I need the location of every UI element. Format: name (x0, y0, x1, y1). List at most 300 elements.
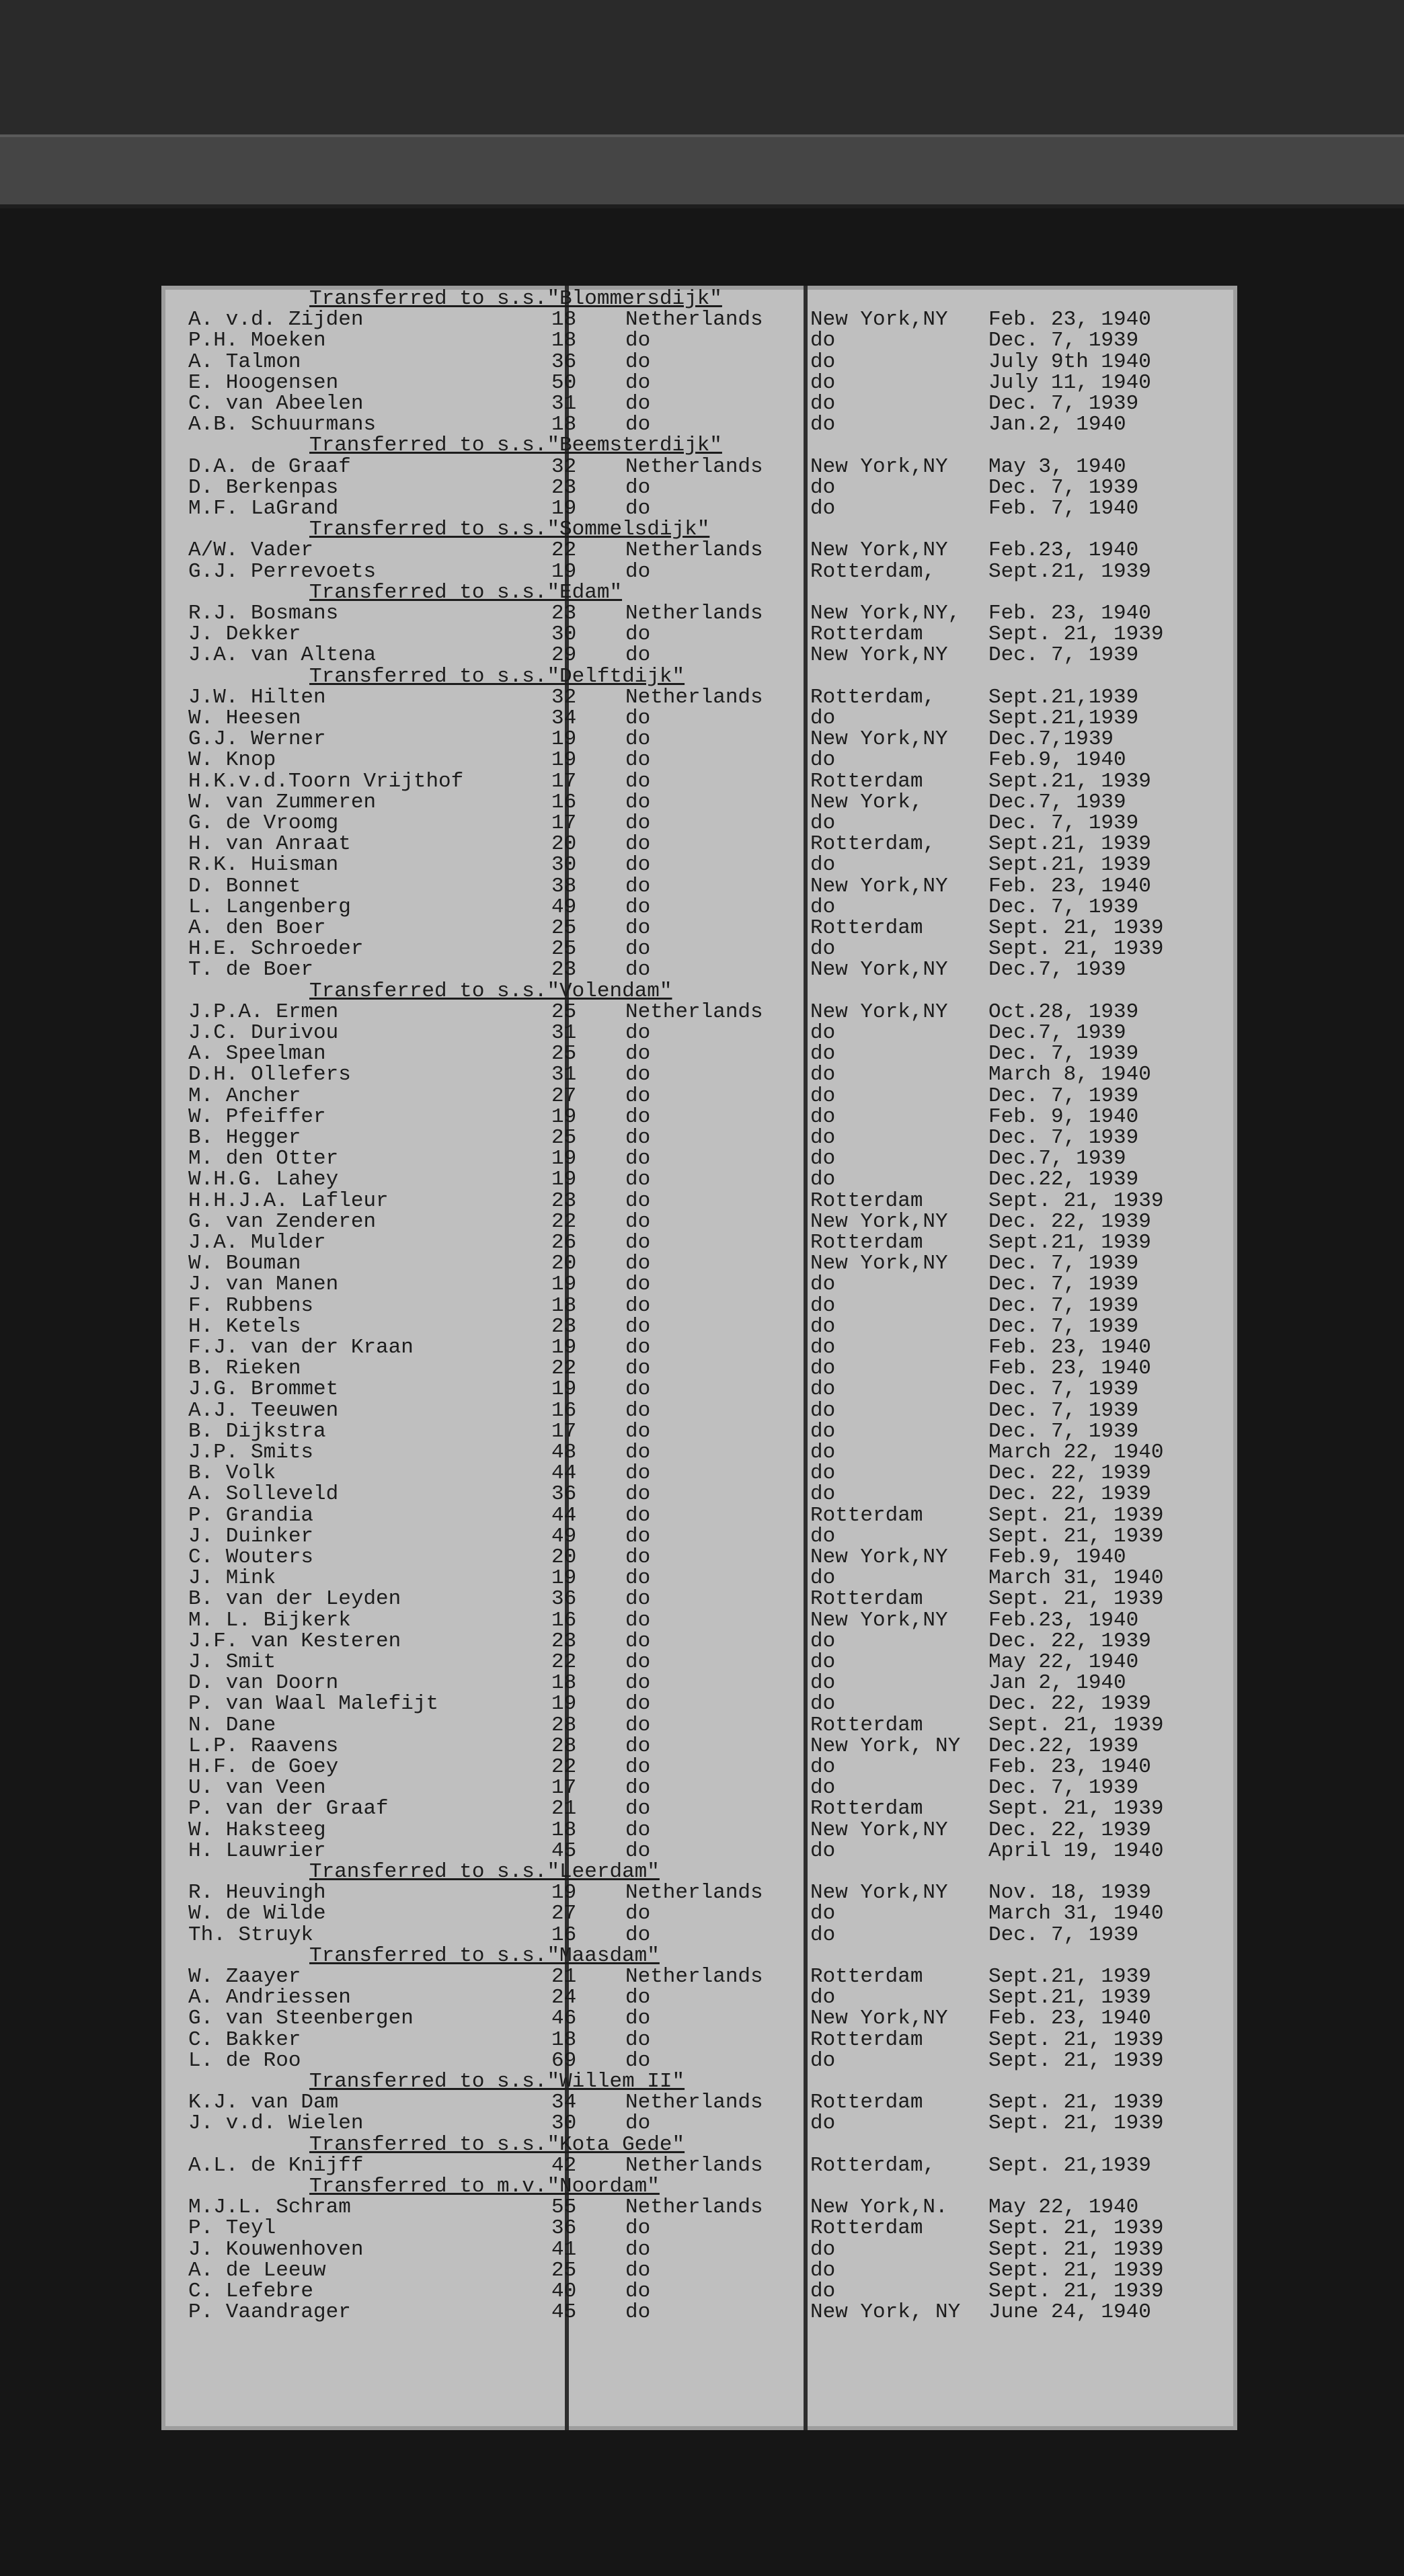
crew-row (161, 2302, 1237, 2323)
crew-nationality: do (625, 392, 651, 415)
crew-date: March 31, 1940 (988, 1902, 1164, 1926)
crew-name: A/W. Vader (188, 538, 314, 563)
crew-nationality: do (625, 1524, 651, 1548)
crew-date: May 22, 1940 (988, 1650, 1139, 1674)
crew-nationality: do (625, 1545, 651, 1569)
crew-name: W.H.G. Lahey (188, 1168, 339, 1192)
crew-age: 27 (551, 1902, 577, 1926)
crew-row (161, 1547, 1237, 1568)
crew-name: A.J. Teeuwen (188, 1398, 339, 1422)
crew-port: New York,NY (810, 958, 948, 982)
crew-date: Sept. 21, 1939 (988, 1797, 1164, 1821)
crew-name: B. Hegger (188, 1126, 301, 1150)
crew-date: Dec. 7, 1939 (988, 1776, 1139, 1800)
crew-row (161, 372, 1237, 393)
crew-nationality: Netherlands (625, 454, 763, 479)
crew-date: Dec.7, 1939 (988, 1021, 1126, 1045)
crew-age: 55 (551, 2196, 577, 2220)
crew-age: 24 (551, 1986, 577, 2010)
crew-name: D.A. de Graaf (188, 454, 351, 479)
crew-age: 18 (551, 413, 577, 437)
crew-row (161, 1043, 1237, 1064)
crew-row (161, 352, 1237, 372)
crew-port: do (810, 1273, 836, 1297)
crew-row (161, 1253, 1237, 1274)
crew-date: Dec.7, 1939 (988, 790, 1126, 814)
crew-port: do (810, 1923, 836, 1947)
crew-port: do (810, 1084, 836, 1108)
crew-row (161, 1316, 1237, 1337)
crew-nationality: do (625, 2048, 651, 2072)
crew-port: do (810, 1524, 836, 1548)
crew-row (161, 854, 1237, 875)
crew-date: Dec. 7, 1939 (988, 1419, 1139, 1443)
crew-age: 21 (551, 1965, 577, 1988)
crew-date: Feb. 23, 1940 (988, 602, 1151, 625)
crew-date: Sept. 21, 1939 (988, 1524, 1164, 1548)
crew-age: 18 (551, 329, 577, 353)
crew-port: do (810, 937, 836, 961)
crew-port: Rotterdam (810, 1797, 923, 1821)
crew-row (161, 1086, 1237, 1106)
crew-age: 23 (551, 1189, 577, 1213)
crew-port: Rotterdam (810, 2216, 923, 2241)
crew-name: A. Talmon (188, 350, 301, 374)
crew-port: do (810, 370, 836, 395)
crew-date: Sept. 21, 1939 (988, 2091, 1164, 2115)
crew-nationality: do (625, 1063, 651, 1087)
crew-age: 30 (551, 2111, 577, 2136)
crew-nationality: do (625, 1104, 651, 1129)
crew-port: New York,NY (810, 1608, 948, 1632)
crew-nationality: do (625, 1608, 651, 1632)
crew-port: do (810, 1692, 836, 1716)
crew-age: 45 (551, 2300, 577, 2325)
crew-row (161, 477, 1237, 498)
crew-date: Feb.23, 1940 (988, 1608, 1139, 1632)
crew-row (161, 1358, 1237, 1379)
crew-port: do (810, 1357, 836, 1381)
section-header-text: Transferred to s.s."Volendam" (309, 979, 672, 1003)
crew-port: New York,N. (810, 2196, 948, 2220)
crew-row (161, 498, 1237, 519)
scanner-top-band (0, 0, 1404, 134)
crew-date: Dec. 22, 1939 (988, 1629, 1151, 1653)
crew-nationality: do (625, 1084, 651, 1108)
crew-date: Feb. 23, 1940 (988, 874, 1151, 898)
crew-nationality: do (625, 2258, 651, 2282)
crew-name: L. Langenberg (188, 895, 351, 919)
crew-age: 25 (551, 1000, 577, 1024)
crew-age: 22 (551, 1755, 577, 1779)
crew-date: Sept. 21, 1939 (988, 1503, 1164, 1527)
crew-nationality: Netherlands (625, 1881, 763, 1905)
crew-name: J. van Manen (188, 1273, 339, 1297)
crew-nationality: do (625, 2216, 651, 2241)
crew-nationality: do (625, 1503, 651, 1527)
crew-age: 18 (551, 1671, 577, 1695)
crew-row (161, 876, 1237, 897)
crew-row (161, 624, 1237, 645)
crew-port: do (810, 1461, 836, 1486)
crew-date: Nov. 18, 1939 (988, 1881, 1151, 1905)
crew-port: Rotterdam, (810, 832, 936, 856)
crew-port: Rotterdam (810, 1587, 923, 1611)
crew-row (161, 1442, 1237, 1463)
crew-port: do (810, 1042, 836, 1066)
crew-nationality: do (625, 895, 651, 919)
crew-date: June 24, 1940 (988, 2300, 1151, 2325)
crew-port: Rotterdam (810, 1503, 923, 1527)
crew-age: 50 (551, 370, 577, 395)
crew-name: D. Berkenpas (188, 475, 339, 499)
crew-age: 23 (551, 475, 577, 499)
crew-port: Rotterdam (810, 1189, 923, 1213)
crew-nationality: do (625, 1902, 651, 1926)
crew-row (161, 2218, 1237, 2239)
crew-date: Jan 2, 1940 (988, 1671, 1126, 1695)
crew-age: 17 (551, 1776, 577, 1800)
crew-nationality: do (625, 370, 651, 395)
crew-nationality: do (625, 643, 651, 668)
crew-row (161, 2155, 1237, 2176)
crew-date: Oct.28, 1939 (988, 1000, 1139, 1024)
crew-row (161, 1882, 1237, 1903)
crew-nationality: do (625, 475, 651, 499)
crew-name: A. Speelman (188, 1042, 326, 1066)
crew-age: 23 (551, 1629, 577, 1653)
crew-port: New York,NY (810, 308, 948, 332)
crew-nationality: do (625, 1776, 651, 1800)
crew-nationality: do (625, 937, 651, 961)
crew-age: 22 (551, 1209, 577, 1234)
crew-date: Dec. 22, 1939 (988, 1818, 1151, 1842)
crew-age: 31 (551, 1021, 577, 1045)
crew-age: 19 (551, 1104, 577, 1129)
crew-name: M.J.L. Schram (188, 2196, 351, 2220)
crew-age: 30 (551, 853, 577, 877)
crew-name: B. Rieken (188, 1357, 301, 1381)
crew-date: Dec. 7, 1939 (988, 329, 1139, 353)
crew-age: 31 (551, 392, 577, 415)
crew-nationality: do (625, 1797, 651, 1821)
crew-port: New York,NY (810, 1818, 948, 1842)
crew-age: 18 (551, 1818, 577, 1842)
section-header-text: Transferred to s.s."Willem II" (309, 2070, 685, 2093)
crew-row (161, 1274, 1237, 1295)
crew-name: G. de Vroomg (188, 811, 339, 835)
crew-date: Dec.22, 1939 (988, 1734, 1139, 1758)
crew-nationality: Netherlands (625, 538, 763, 563)
crew-port: do (810, 1629, 836, 1653)
crew-date: Sept.21, 1939 (988, 832, 1151, 856)
crew-age: 25 (551, 1042, 577, 1066)
crew-name: C. van Abeelen (188, 392, 364, 415)
crew-port: do (810, 1776, 836, 1800)
crew-name: H.F. de Goey (188, 1755, 339, 1779)
crew-row (161, 561, 1237, 582)
crew-date: Dec. 7, 1939 (988, 1126, 1139, 1150)
crew-port: do (810, 1314, 836, 1338)
crew-date: Sept. 21, 1939 (988, 622, 1164, 647)
crew-port: do (810, 1986, 836, 2010)
crew-age: 28 (551, 1713, 577, 1737)
crew-nationality: do (625, 1147, 651, 1171)
crew-name: U. van Veen (188, 1776, 326, 1800)
crew-date: Sept. 21,1939 (988, 2153, 1151, 2177)
section-header (161, 435, 1237, 456)
section-header-text: Transferred to s.s."Kota Gede" (309, 2132, 685, 2157)
crew-nationality: do (625, 413, 651, 437)
crew-port: Rotterdam (810, 1713, 923, 1737)
section-header-text: Transferred to s.s."Sommelsdijk" (309, 518, 710, 542)
crew-age: 32 (551, 454, 577, 479)
crew-name: P. van Waal Malefijt (188, 1692, 439, 1716)
crew-row (161, 1925, 1237, 1945)
crew-port: New York,NY (810, 1252, 948, 1276)
crew-row (161, 1191, 1237, 1211)
crew-nationality: do (625, 1168, 651, 1192)
crew-date: Dec.7, 1939 (988, 958, 1126, 982)
crew-nationality: do (625, 1209, 651, 1234)
crew-date: Dec. 22, 1939 (988, 1461, 1151, 1486)
crew-name: J.G. Brommet (188, 1377, 339, 1402)
crew-port: do (810, 707, 836, 730)
crew-nationality: Netherlands (625, 685, 763, 709)
crew-name: A. den Boer (188, 916, 326, 940)
section-header (161, 666, 1237, 687)
crew-date: Dec. 7, 1939 (988, 1923, 1139, 1947)
crew-age: 18 (551, 308, 577, 332)
crew-nationality: do (625, 1734, 651, 1758)
crew-port: New York,NY (810, 1545, 948, 1569)
crew-date: Sept.21, 1939 (988, 1986, 1151, 2010)
crew-nationality: do (625, 1021, 651, 1045)
crew-row (161, 1693, 1237, 1714)
crew-port: New York, NY (810, 2300, 961, 2325)
crew-nationality: do (625, 958, 651, 982)
crew-port: do (810, 853, 836, 877)
crew-row (161, 1463, 1237, 1484)
crew-date: Sept. 21, 1939 (988, 2048, 1164, 2072)
crew-date: Feb. 23, 1940 (988, 1336, 1151, 1359)
crew-date: Sept. 21, 1939 (988, 1189, 1164, 1213)
crew-name: D.H. Ollefers (188, 1063, 351, 1087)
crew-date: Sept.21, 1939 (988, 769, 1151, 793)
crew-name: J. Dekker (188, 622, 301, 647)
crew-age: 16 (551, 1923, 577, 1947)
crew-name: J. Kouwenhoven (188, 2237, 364, 2261)
crew-date: Feb. 23, 1940 (988, 2007, 1151, 2031)
crew-date: Feb.9, 1940 (988, 748, 1126, 772)
crew-port: do (810, 1377, 836, 1402)
crew-age: 45 (551, 1839, 577, 1863)
crew-row (161, 2281, 1237, 2302)
crew-row (161, 1903, 1237, 1924)
crew-port: do (810, 1126, 836, 1150)
crew-age: 28 (551, 1734, 577, 1758)
crew-age: 44 (551, 1503, 577, 1527)
crew-age: 25 (551, 937, 577, 961)
crew-date: Dec. 7, 1939 (988, 1252, 1139, 1276)
crew-port: do (810, 2258, 836, 2282)
crew-age: 20 (551, 1252, 577, 1276)
crew-name: J.P. Smits (188, 1441, 314, 1464)
crew-nationality: do (625, 1650, 651, 1674)
crew-nationality: Netherlands (625, 2153, 763, 2177)
crew-name: J.W. Hilten (188, 685, 326, 709)
crew-row (161, 645, 1237, 666)
crew-date: Sept.21, 1939 (988, 559, 1151, 583)
crew-nationality: Netherlands (625, 2091, 763, 2115)
crew-name: H. Lauwrier (188, 1839, 326, 1863)
crew-row (161, 2050, 1237, 2071)
crew-nationality: do (625, 1357, 651, 1381)
crew-age: 16 (551, 1398, 577, 1422)
crew-nationality: do (625, 497, 651, 520)
crew-nationality: do (625, 622, 651, 647)
crew-name: G.J. Werner (188, 727, 326, 752)
crew-row (161, 456, 1237, 477)
crew-age: 34 (551, 2091, 577, 2115)
crew-name: W. Bouman (188, 1252, 301, 1276)
crew-nationality: do (625, 1252, 651, 1276)
crew-age: 36 (551, 1587, 577, 1611)
crew-row (161, 2008, 1237, 2029)
crew-age: 69 (551, 2048, 577, 2072)
crew-date: March 22, 1940 (988, 1441, 1164, 1464)
crew-row (161, 1715, 1237, 1736)
crew-nationality: do (625, 1713, 651, 1737)
crew-row (161, 729, 1237, 750)
crew-name: J.P.A. Ermen (188, 1000, 339, 1024)
crew-name: J. v.d. Wielen (188, 2111, 364, 2136)
crew-name: P. Teyl (188, 2216, 276, 2241)
crew-date: April 19, 1940 (988, 1839, 1164, 1863)
crew-row (161, 1820, 1237, 1841)
crew-age: 22 (551, 1650, 577, 1674)
crew-port: do (810, 748, 836, 772)
crew-nationality: do (625, 1042, 651, 1066)
crew-nationality: do (625, 1273, 651, 1297)
crew-row (161, 1400, 1237, 1421)
crew-nationality: do (625, 832, 651, 856)
crew-name: P. van der Graaf (188, 1797, 389, 1821)
crew-nationality: do (625, 559, 651, 583)
crew-row (161, 1106, 1237, 1127)
crew-name: D. van Doorn (188, 1671, 339, 1695)
section-header (161, 519, 1237, 540)
crew-name: A. de Leeuw (188, 2258, 326, 2282)
crew-nationality: do (625, 1377, 651, 1402)
crew-name: H. van Anraat (188, 832, 351, 856)
crew-row (161, 1127, 1237, 1148)
crew-port: New York,NY, (810, 602, 961, 625)
crew-port: Rotterdam (810, 769, 923, 793)
crew-age: 41 (551, 2237, 577, 2261)
crew-date: Sept. 21, 1939 (988, 1587, 1164, 1611)
crew-date: Dec. 7, 1939 (988, 1084, 1139, 1108)
crew-row (161, 1148, 1237, 1169)
crew-port: do (810, 1671, 836, 1695)
crew-date: Dec. 7, 1939 (988, 1377, 1139, 1402)
crew-date: July 11, 1940 (988, 370, 1151, 395)
crew-name: C. Lefebre (188, 2280, 314, 2303)
crew-nationality: do (625, 1126, 651, 1150)
crew-row (161, 708, 1237, 729)
crew-name: J.A. van Altena (188, 643, 377, 668)
crew-age: 49 (551, 1524, 577, 1548)
crew-nationality: do (625, 2300, 651, 2325)
crew-port: do (810, 1650, 836, 1674)
crew-age: 36 (551, 1482, 577, 1506)
crew-port: do (810, 2111, 836, 2136)
crew-nationality: do (625, 1482, 651, 1506)
crew-date: Dec. 22, 1939 (988, 1209, 1151, 1234)
crew-port: New York, NY (810, 1734, 961, 1758)
crew-age: 49 (551, 895, 577, 919)
crew-name: L.P. Raavens (188, 1734, 339, 1758)
crew-port: Rotterdam (810, 2027, 923, 2052)
crew-date: Feb. 7, 1940 (988, 497, 1139, 520)
crew-age: 36 (551, 2216, 577, 2241)
crew-nationality: do (625, 1839, 651, 1863)
crew-port: New York,NY (810, 727, 948, 752)
crew-port: do (810, 475, 836, 499)
crew-nationality: do (625, 1231, 651, 1254)
crew-row (161, 1002, 1237, 1022)
crew-port: do (810, 1482, 836, 1506)
crew-nationality: do (625, 1336, 651, 1359)
crew-nationality: do (625, 1671, 651, 1695)
crew-age: 19 (551, 1168, 577, 1192)
crew-port: Rotterdam (810, 1965, 923, 1988)
crew-port: do (810, 1839, 836, 1863)
crew-date: Dec.7,1939 (988, 727, 1114, 752)
crew-age: 48 (551, 1441, 577, 1464)
crew-name: A. Solleveld (188, 1482, 339, 1506)
crew-port: New York,NY (810, 1209, 948, 1234)
crew-name: W. Knop (188, 748, 276, 772)
crew-age: 23 (551, 602, 577, 625)
section-header (161, 1945, 1237, 1966)
crew-row (161, 393, 1237, 414)
crew-name: W. Heesen (188, 707, 301, 730)
crew-age: 16 (551, 790, 577, 814)
crew-date: Sept.21,1939 (988, 685, 1139, 709)
crew-date: Dec. 7, 1939 (988, 1042, 1139, 1066)
crew-age: 25 (551, 916, 577, 940)
crew-row (161, 1022, 1237, 1043)
crew-row (161, 414, 1237, 435)
crew-port: New York,NY (810, 1881, 948, 1905)
section-header-text: Transferred to s.s."Delftdijk" (309, 664, 685, 688)
crew-name: W. Haksteeg (188, 1818, 326, 1842)
crew-date: May 3, 1940 (988, 454, 1126, 479)
crew-name: A. v.d. Zijden (188, 308, 364, 332)
crew-name: M. Ancher (188, 1084, 301, 1108)
crew-nationality: do (625, 853, 651, 877)
crew-date: Sept.21,1939 (988, 707, 1139, 730)
crew-age: 18 (551, 1293, 577, 1318)
crew-name: R.J. Bosmans (188, 602, 339, 625)
section-header (161, 981, 1237, 1002)
crew-port: Rotterdam (810, 622, 923, 647)
crew-nationality: do (625, 1314, 651, 1338)
crew-port: do (810, 895, 836, 919)
crew-name: P.H. Moeken (188, 329, 326, 353)
crew-row (161, 687, 1237, 708)
